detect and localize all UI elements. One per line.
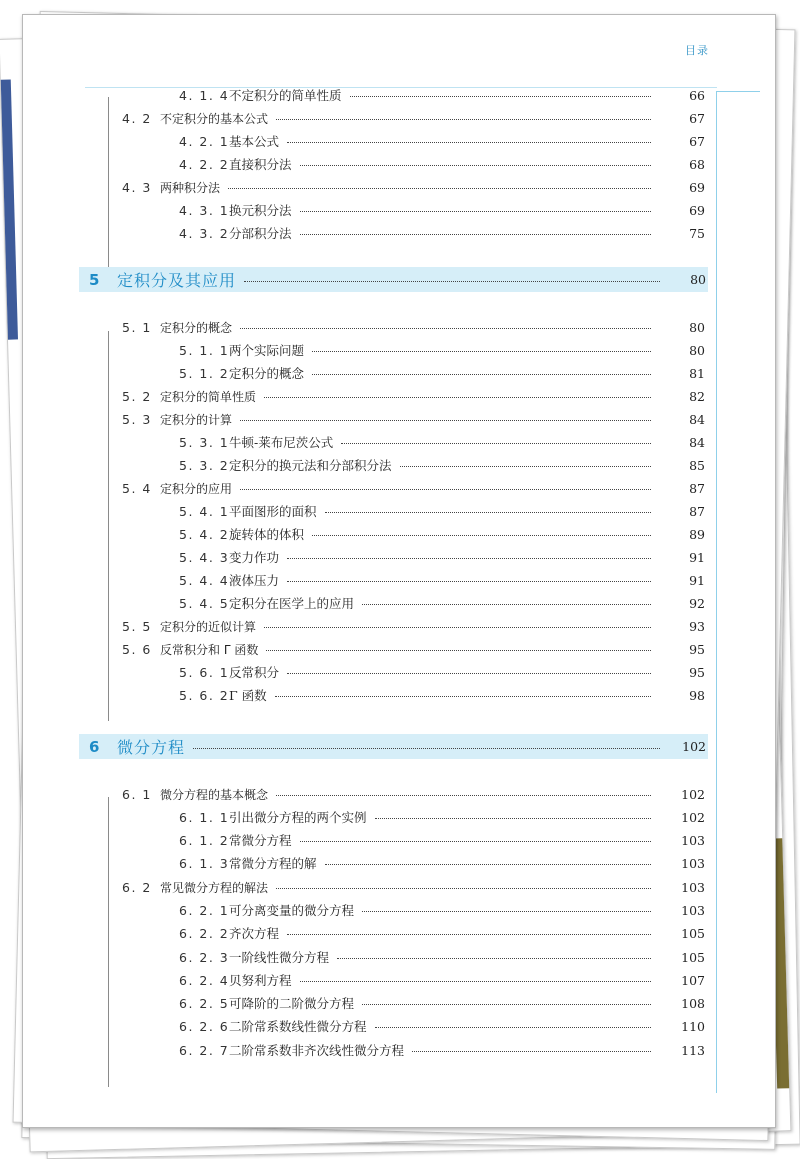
entry-number: 5. 1. 2	[179, 365, 230, 381]
page-number: 95	[689, 664, 705, 680]
page-number: 103	[681, 832, 705, 848]
dot-leader	[244, 281, 660, 282]
entry-number: 6. 1. 1	[179, 809, 230, 825]
dot-leader	[300, 165, 651, 166]
entry-title: 基本公式	[229, 134, 280, 149]
entry-title: 两种积分法	[160, 180, 221, 195]
page-number: 91	[689, 572, 705, 588]
dot-leader	[412, 1051, 651, 1052]
subsection-entry[interactable]	[23, 222, 777, 244]
entry-number: 6. 2	[122, 879, 152, 895]
page-number: 108	[681, 995, 705, 1011]
dot-leader	[276, 888, 651, 889]
dot-leader	[240, 420, 651, 421]
subsection-entry[interactable]	[23, 661, 777, 683]
entry-title: 反常积分	[229, 665, 280, 680]
page-number: 110	[681, 1018, 705, 1034]
entry-title: 贝努利方程	[229, 973, 292, 988]
subsection-entry[interactable]	[23, 153, 777, 175]
entry-number: 6. 2. 2	[179, 925, 230, 941]
page-number: 105	[681, 949, 705, 965]
entry-title: 不定积分的简单性质	[229, 88, 342, 103]
dot-leader	[266, 650, 651, 651]
section-entry[interactable]	[23, 176, 777, 198]
dot-leader	[193, 748, 660, 749]
entry-title: 常微分方程的解	[229, 856, 317, 871]
entry-number: 5. 2	[122, 388, 152, 404]
entry-number: 4. 3. 2	[179, 225, 230, 241]
section-entry[interactable]	[23, 316, 777, 338]
entry-number: 6. 2. 4	[179, 972, 230, 988]
subsection-entry[interactable]	[23, 431, 777, 453]
entry-title: 定积分的应用	[160, 481, 233, 496]
entry-title: 液体压力	[229, 573, 280, 588]
entry-number: 4. 2. 1	[179, 133, 230, 149]
page-number: 68	[689, 156, 705, 172]
page-number: 80	[689, 319, 705, 335]
dot-leader	[240, 328, 651, 329]
dot-leader	[350, 96, 651, 97]
entry-number: 5. 3	[122, 411, 152, 427]
dot-leader	[287, 581, 651, 582]
entry-number: 4. 2. 2	[179, 156, 230, 172]
page-number: 84	[689, 434, 705, 450]
entry-title: 定积分的简单性质	[160, 389, 257, 404]
section-entry[interactable]	[23, 408, 777, 430]
entry-title: 不定积分的基本公式	[160, 111, 269, 126]
entry-number: 6. 2. 1	[179, 902, 230, 918]
entry-number: 4. 2	[122, 110, 152, 126]
running-header: 目录	[685, 44, 709, 57]
entry-number: 5. 4	[122, 480, 152, 496]
dot-leader	[240, 489, 651, 490]
dot-leader	[287, 142, 651, 143]
dot-leader	[300, 211, 651, 212]
entry-number: 5. 3. 2	[179, 457, 230, 473]
entry-title: 引出微分方程的两个实例	[229, 810, 367, 825]
dot-leader	[300, 841, 651, 842]
entry-number: 6. 2. 7	[179, 1042, 230, 1058]
entry-title: 定积分的概念	[229, 366, 305, 381]
page-number: 69	[689, 202, 705, 218]
entry-title: 二阶常系数非齐次线性微分方程	[229, 1043, 405, 1058]
subsection-entry[interactable]	[23, 454, 777, 476]
dot-leader	[287, 558, 651, 559]
entry-title: 可分离变量的微分方程	[229, 903, 355, 918]
dot-leader	[228, 188, 651, 189]
entry-number: 5. 4. 1	[179, 503, 230, 519]
entry-title: Γ 函数	[229, 688, 267, 703]
entry-title: 换元积分法	[229, 203, 292, 218]
subsection-entry[interactable]	[23, 500, 777, 522]
section-entry[interactable]	[23, 638, 777, 660]
subsection-entry[interactable]	[23, 829, 777, 851]
subsection-entry[interactable]	[23, 922, 777, 944]
section-entry[interactable]	[23, 615, 777, 637]
subsection-entry[interactable]	[23, 339, 777, 361]
entry-title: 定积分的近似计算	[160, 619, 257, 634]
entry-title: 齐次方程	[229, 926, 280, 941]
entry-title: 平面图形的面积	[229, 504, 317, 519]
chapter-heading[interactable]	[79, 267, 708, 292]
dot-leader	[275, 696, 651, 697]
page-number: 95	[689, 641, 705, 657]
entry-number: 5. 6. 2	[179, 687, 230, 703]
entry-number: 6. 1. 2	[179, 832, 230, 848]
dot-leader	[264, 397, 651, 398]
page-number: 67	[689, 110, 705, 126]
entry-title: 反常积分和 Γ 函数	[160, 642, 259, 657]
subsection-entry[interactable]	[23, 569, 777, 591]
page-number: 69	[689, 179, 705, 195]
page-number: 98	[689, 687, 705, 703]
dot-leader	[312, 351, 651, 352]
chapter-number: 6	[89, 737, 100, 756]
subsection-entry[interactable]	[23, 969, 777, 991]
subsection-entry[interactable]	[23, 899, 777, 921]
entry-title: 变力作功	[229, 550, 280, 565]
subsection-entry[interactable]	[23, 946, 777, 968]
subsection-entry[interactable]	[23, 362, 777, 384]
page-number: 67	[689, 133, 705, 149]
dot-leader	[325, 864, 651, 865]
page-number: 113	[681, 1042, 705, 1058]
page-number: 107	[681, 972, 705, 988]
dot-leader	[276, 119, 651, 120]
entry-number: 6. 1. 3	[179, 855, 230, 871]
dot-leader	[362, 604, 651, 605]
entry-number: 5. 4. 3	[179, 549, 230, 565]
subsection-entry[interactable]	[23, 84, 777, 106]
entry-number: 6. 2. 3	[179, 949, 230, 965]
dot-leader	[375, 1027, 651, 1028]
page-number: 80	[690, 272, 706, 287]
entry-number: 6. 2. 6	[179, 1018, 230, 1034]
page-number: 89	[689, 526, 705, 542]
dot-leader	[400, 466, 651, 467]
entry-title: 两个实际问题	[229, 343, 305, 358]
subsection-entry[interactable]	[23, 1039, 777, 1061]
entry-title: 定积分的换元法和分部积分法	[229, 458, 392, 473]
subsection-entry[interactable]	[23, 992, 777, 1014]
entry-number: 5. 5	[122, 618, 152, 634]
page-number: 103	[681, 855, 705, 871]
entry-number: 5. 1	[122, 319, 152, 335]
section-entry[interactable]	[23, 385, 777, 407]
page-number: 93	[689, 618, 705, 634]
entry-number: 6. 2. 5	[179, 995, 230, 1011]
dot-leader	[300, 234, 651, 235]
section-entry[interactable]	[23, 107, 777, 129]
page-edge-decoration	[1, 80, 18, 340]
subsection-entry[interactable]	[23, 199, 777, 221]
entry-title: 微分方程的基本概念	[160, 787, 269, 802]
chapter-title: 微分方程	[117, 738, 186, 757]
page-number: 102	[681, 809, 705, 825]
entry-title: 定积分的计算	[160, 412, 233, 427]
page-number: 87	[689, 480, 705, 496]
entry-number: 5. 4. 4	[179, 572, 230, 588]
page-number: 103	[681, 902, 705, 918]
subsection-entry[interactable]	[23, 592, 777, 614]
subsection-entry[interactable]	[23, 806, 777, 828]
entry-number: 6. 1	[122, 786, 152, 802]
dot-leader	[312, 535, 651, 536]
dot-leader	[300, 981, 651, 982]
subsection-entry[interactable]	[23, 684, 777, 706]
dot-leader	[375, 818, 651, 819]
entry-title: 定积分在医学上的应用	[229, 596, 355, 611]
page-number: 81	[689, 365, 705, 381]
dot-leader	[276, 795, 651, 796]
dot-leader	[362, 911, 651, 912]
chapter-title: 定积分及其应用	[117, 271, 237, 290]
entry-number: 5. 6. 1	[179, 664, 230, 680]
entry-number: 4. 3. 1	[179, 202, 230, 218]
entry-title: 直接积分法	[229, 157, 292, 172]
entry-number: 5. 3. 1	[179, 434, 230, 450]
entry-number: 4. 1. 4	[179, 87, 230, 103]
subsection-entry[interactable]	[23, 546, 777, 568]
page-number: 66	[689, 87, 705, 103]
entry-title: 一阶线性微分方程	[229, 950, 330, 965]
entry-number: 5. 4. 2	[179, 526, 230, 542]
entry-title: 旋转体的体积	[229, 527, 305, 542]
entry-title: 二阶常系数线性微分方程	[229, 1019, 367, 1034]
chapter-number: 5	[89, 270, 100, 289]
subsection-entry[interactable]	[23, 523, 777, 545]
dot-leader	[341, 443, 651, 444]
page-number: 87	[689, 503, 705, 519]
entry-title: 牛顿-莱布尼茨公式	[229, 435, 334, 450]
entry-number: 5. 1. 1	[179, 342, 230, 358]
page-number: 84	[689, 411, 705, 427]
entry-title: 分部积分法	[229, 226, 292, 241]
page-number: 75	[689, 225, 705, 241]
page-number: 80	[689, 342, 705, 358]
page-number: 92	[689, 595, 705, 611]
entry-title: 定积分的概念	[160, 320, 233, 335]
dot-leader	[312, 374, 651, 375]
page-number: 91	[689, 549, 705, 565]
page-number: 105	[681, 925, 705, 941]
subsection-entry[interactable]	[23, 852, 777, 874]
entry-title: 可降阶的二阶微分方程	[229, 996, 355, 1011]
entry-number: 4. 3	[122, 179, 152, 195]
subsection-entry[interactable]	[23, 1015, 777, 1037]
page-number: 103	[681, 879, 705, 895]
entry-title: 常见微分方程的解法	[160, 880, 269, 895]
toc-page	[22, 14, 776, 1128]
page-number: 82	[689, 388, 705, 404]
section-entry[interactable]	[23, 783, 777, 805]
entry-number: 5. 4. 5	[179, 595, 230, 611]
entry-number: 5. 6	[122, 641, 152, 657]
dot-leader	[264, 627, 651, 628]
section-entry[interactable]	[23, 477, 777, 499]
entry-title: 常微分方程	[229, 833, 292, 848]
dot-leader	[287, 673, 651, 674]
page-number: 85	[689, 457, 705, 473]
dot-leader	[362, 1004, 651, 1005]
page-number: 102	[681, 786, 705, 802]
chapter-heading[interactable]	[79, 734, 708, 759]
subsection-entry[interactable]	[23, 130, 777, 152]
dot-leader	[325, 512, 651, 513]
dot-leader	[287, 934, 651, 935]
dot-leader	[337, 958, 651, 959]
section-entry[interactable]	[23, 876, 777, 898]
page-number: 102	[682, 739, 706, 754]
